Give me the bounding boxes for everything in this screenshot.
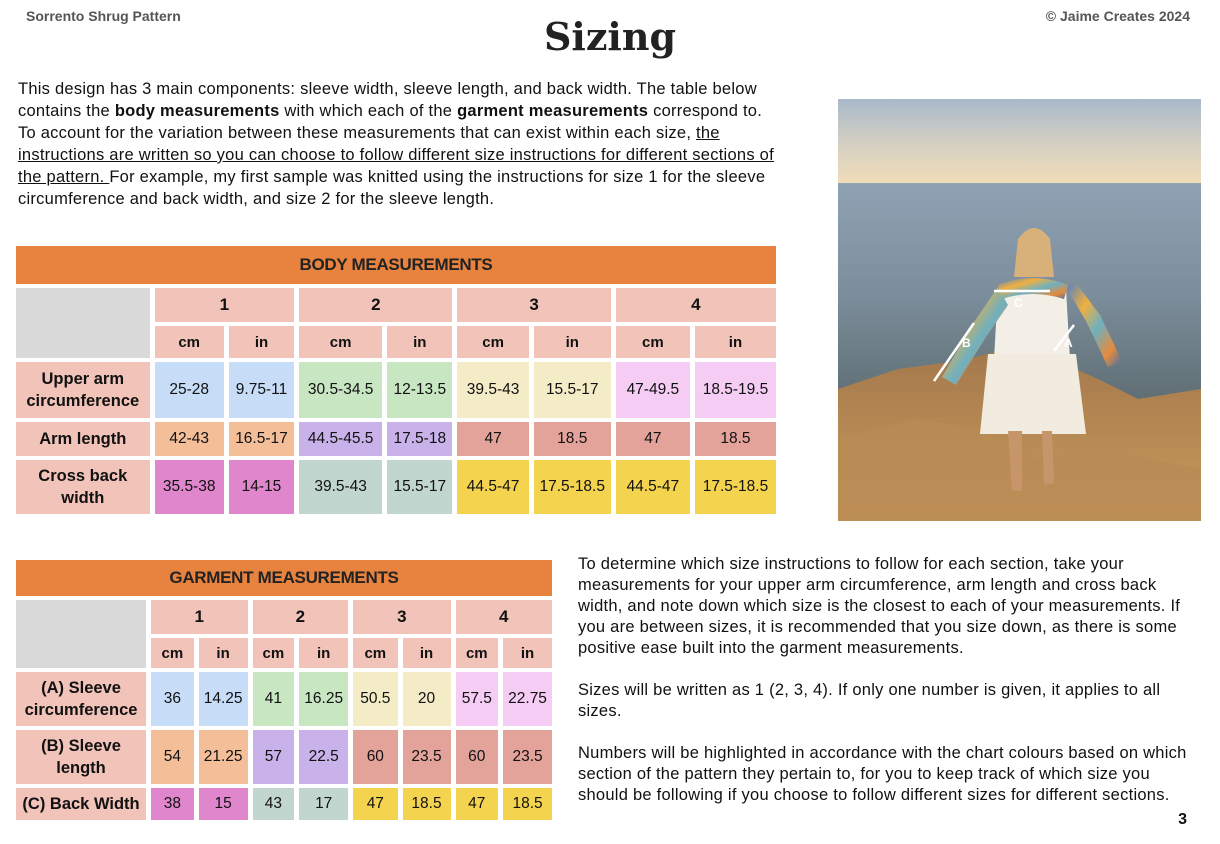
table-cell: 60 (353, 730, 397, 784)
table-cell: 17 (299, 788, 348, 820)
table-cell: 25-28 (155, 362, 224, 418)
table-cell: 14.25 (199, 672, 248, 726)
table-cell: 23.5 (403, 730, 451, 784)
intro-underline: the instructions are written so you can choose to follow different size instructions for different sections of the pattern. (18, 124, 774, 186)
table-cell: 18.5 (695, 422, 776, 456)
pattern-name: Sorrento Shrug Pattern (26, 8, 181, 24)
table-cell: 14-15 (229, 460, 294, 514)
table-title: BODY MEASUREMENTS (16, 246, 776, 284)
row-label (16, 362, 150, 418)
size-header: 3 (457, 288, 610, 322)
row-label-line: width (61, 489, 105, 507)
row-label (16, 672, 146, 726)
table-cell: 12-13.5 (387, 362, 452, 418)
copyright: © Jaime Creates 2024 (1045, 8, 1190, 24)
instructions-paragraph-1: To determine which size instructions to follow for each section, take your measurements for your upper arm circumference, arm length and cross back width, and note down which size is the closest to each of your measurements. If you are between sizes, it is recommended that you size down, as there is some positive ease built into the garment measurements. (578, 555, 1181, 657)
intro-paragraph (18, 78, 778, 210)
table-cell: 44.5-47 (457, 460, 528, 514)
unit-header: in (199, 638, 248, 668)
unit-header: in (695, 326, 776, 358)
row-label-line: length (56, 759, 106, 777)
table-cell: 18.5 (503, 788, 552, 820)
table-cell: 57.5 (456, 672, 499, 726)
table-cell: 17.5-18.5 (534, 460, 611, 514)
size-header: 2 (299, 288, 452, 322)
table-cell: 18.5-19.5 (695, 362, 776, 418)
unit-header: cm (353, 638, 397, 668)
table-cell: 47 (353, 788, 397, 820)
table-row (16, 730, 552, 784)
table-cell: 9.75-11 (229, 362, 294, 418)
unit-header: cm (155, 326, 224, 358)
instructions-paragraph-3: Numbers will be highlighted in accordance with the chart colours based on which section of the pattern they pertain to, for you to keep track of which size you should be following if you choose to follow different sizes for different sections. (578, 744, 1187, 804)
corner-cell (16, 600, 146, 668)
photo-label-c: C (1014, 296, 1023, 310)
body-measurements-table (11, 242, 781, 518)
table-cell: 60 (456, 730, 499, 784)
unit-header: in (387, 326, 452, 358)
unit-header: in (403, 638, 451, 668)
row-label: Arm length (16, 422, 150, 456)
table-cell: 50.5 (353, 672, 397, 726)
unit-header: in (299, 638, 348, 668)
table-cell: 42-43 (155, 422, 224, 456)
intro-text-4: For example, my first sample was knitted using the instructions for size 1 for the sleeve circumference and back width, and size 2 for the sleeve length. (18, 168, 766, 208)
table-cell: 41 (253, 672, 295, 726)
table-cell: 21.25 (199, 730, 248, 784)
unit-header: cm (457, 326, 528, 358)
table-cell: 22.5 (299, 730, 348, 784)
size-header: 2 (253, 600, 349, 634)
intro-text-3: correspond to. To account for the variation between these measurements that can exist within each size, (18, 102, 763, 142)
unit-header: cm (616, 326, 690, 358)
unit-header: cm (253, 638, 295, 668)
corner-cell (16, 288, 150, 358)
table-cell: 17.5-18.5 (695, 460, 776, 514)
row-label-line: Upper arm (41, 370, 125, 388)
table-row (16, 460, 776, 514)
table-cell: 18.5 (403, 788, 451, 820)
instructions-text (578, 554, 1203, 827)
row-label (16, 460, 150, 514)
row-label-line: (A) Sleeve (41, 679, 121, 697)
page-title: Sizing (543, 14, 677, 59)
photo-label-b: B (962, 336, 971, 350)
size-header: 1 (151, 600, 247, 634)
table-cell: 15.5-17 (387, 460, 452, 514)
table-row (16, 672, 552, 726)
photo-illustration (838, 99, 1201, 521)
table-cell: 39.5-43 (299, 460, 382, 514)
table-cell: 15.5-17 (534, 362, 611, 418)
row-label-line: circumference (24, 701, 138, 719)
table-cell: 54 (151, 730, 194, 784)
unit-header: cm (456, 638, 499, 668)
size-header: 4 (616, 288, 776, 322)
row-label-line: (B) Sleeve (41, 737, 121, 755)
table-cell: 22.75 (503, 672, 552, 726)
page-number: 3 (1178, 811, 1187, 828)
table-cell: 44.5-47 (616, 460, 690, 514)
model-photo (838, 99, 1201, 521)
size-header: 3 (353, 600, 450, 634)
table-cell: 39.5-43 (457, 362, 528, 418)
unit-header: in (503, 638, 552, 668)
table-row (16, 788, 552, 820)
table-cell: 47-49.5 (616, 362, 690, 418)
table-title: GARMENT MEASUREMENTS (16, 560, 552, 596)
table-cell: 43 (253, 788, 295, 820)
table-cell: 17.5-18 (387, 422, 452, 456)
table-cell: 47 (616, 422, 690, 456)
row-label-line: Cross back (38, 467, 128, 485)
table-cell: 36 (151, 672, 194, 726)
intro-bold-1: body measurements (114, 102, 280, 120)
intro-text-1: This design has 3 main components: sleeve width, sleeve length, and back width. The table below contains the (18, 80, 757, 120)
table-cell: 20 (403, 672, 451, 726)
intro-text-2: with which each of the (279, 102, 458, 120)
table-row (16, 422, 776, 456)
table-cell: 15 (199, 788, 248, 820)
table-cell: 16.25 (299, 672, 348, 726)
table-cell: 30.5-34.5 (299, 362, 382, 418)
table-cell: 44.5-45.5 (299, 422, 382, 456)
size-header: 1 (155, 288, 295, 322)
row-label: (C) Back Width (16, 788, 146, 820)
size-header: 4 (456, 600, 553, 634)
unit-header: in (229, 326, 294, 358)
garment-measurements-table (11, 556, 557, 824)
table-cell: 47 (457, 422, 528, 456)
intro-bold-2: garment measurements (457, 102, 649, 120)
unit-header: cm (151, 638, 194, 668)
photo-label-a: A (1064, 336, 1073, 350)
table-cell: 57 (253, 730, 295, 784)
unit-header: in (534, 326, 611, 358)
table-cell: 16.5-17 (229, 422, 294, 456)
unit-header: cm (299, 326, 382, 358)
row-label (16, 730, 146, 784)
table-cell: 23.5 (503, 730, 552, 784)
table-cell: 18.5 (534, 422, 611, 456)
instructions-paragraph-2: Sizes will be written as 1 (2, 3, 4). If only one number is given, it applies to all sizes. (578, 681, 1161, 720)
table-row (16, 362, 776, 418)
table-cell: 35.5-38 (155, 460, 224, 514)
row-label-line: circumference (26, 392, 140, 410)
table-cell: 47 (456, 788, 499, 820)
table-cell: 38 (151, 788, 194, 820)
